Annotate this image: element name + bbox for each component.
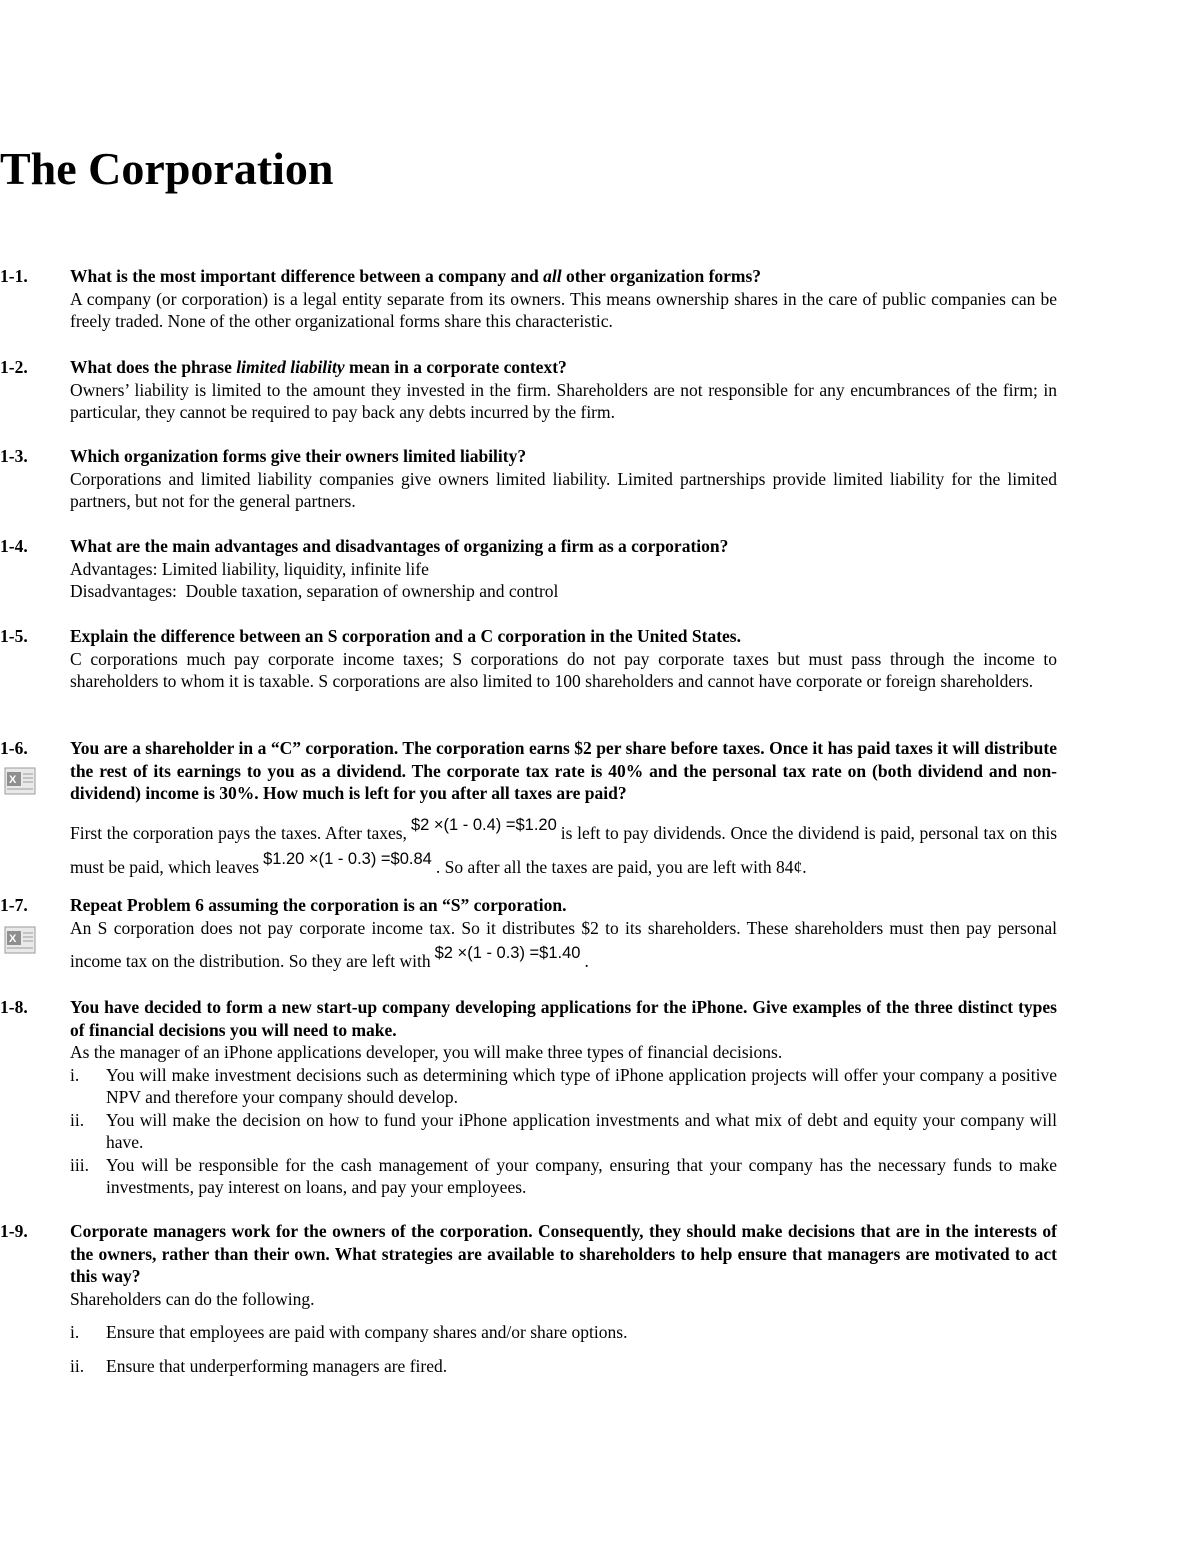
list-item: i. You will make investment decisions such as determining which type of iPhone application projects will offer your company a positive NPV and therefore your company should develop. xyxy=(70,1064,1057,1107)
problem-number: 1-4. xyxy=(0,536,28,556)
excel-spreadsheet-icon[interactable] xyxy=(4,767,36,795)
question-text: Corporate managers work for the owners of the corporation. Consequently, they should make decisions that are in the interests of the owners, rather than their own. What strategies are available to shareholders to help ensure that managers are motivated to act this way? xyxy=(70,1221,1057,1286)
problem-body xyxy=(70,356,1057,424)
list-item: iii. You will be responsible for the cash management of your company, ensuring that your company has the necessary funds to make investments, pay interest on loans, and pay your employees. xyxy=(70,1154,1057,1197)
question-text: You are a shareholder in a “C” corporation. The corporation earns $2 per share before taxes. Once it has paid taxes it will distribute the rest of its earnings to you as a dividend. The corporate tax rate is 40% and the personal tax rate on (both dividend and non-dividend) income is 30%. How much is left for you after all taxes are paid? xyxy=(70,738,1057,803)
answer-text: Owners’ liability is limited to the amount they invested in the firm. Shareholders are not responsible for any encumbrances of the firm; in particular, they cannot be required to pay back any debts incurred by the firm. xyxy=(70,379,1057,422)
advantages-text: Advantages: Limited liability, liquidity, infinite life xyxy=(70,558,429,579)
problem-body xyxy=(70,535,1057,603)
problem-number: 1-8. xyxy=(0,997,28,1017)
problem-body xyxy=(70,894,1057,979)
svg-text:X: X xyxy=(9,933,17,945)
answer-intro: As the manager of an iPhone applications developer, you will make three types of financial decisions. xyxy=(70,1042,783,1062)
answer-text: Corporations and limited liability companies give owners limited liability. Limited partnerships provide limited liability for the limited partners, but not for the general partners. xyxy=(70,468,1057,511)
strategy-list xyxy=(70,1321,1057,1377)
problem-number: 1-3. xyxy=(0,446,28,466)
list-item: i. Ensure that employees are paid with company shares and/or share options. xyxy=(70,1322,628,1342)
excel-spreadsheet-icon[interactable] xyxy=(4,926,36,954)
answer-intro: Shareholders can do the following. xyxy=(70,1288,315,1309)
question-text: Repeat Problem 6 assuming the corporation is an “S” corporation. xyxy=(70,895,567,915)
problem-number: 1-7. xyxy=(0,895,28,915)
problem-body xyxy=(70,737,1057,885)
problem-body xyxy=(70,445,1057,513)
answer-text: First the corporation pays the taxes. After taxes, $2 ×(1 - 0.4) =$1.20 is left to pay dividends. Once the dividend is paid, personal tax on this must be paid, which leaves $1.20 ×(1 - 0.3) =$0.84 . So after all the taxes are paid, you are left with 84¢. xyxy=(70,817,1057,885)
question-text: You have decided to form a new start-up company developing applications for the iPhone. Give examples of the three distinct types of financial decisions you will need to make. xyxy=(70,997,1057,1040)
decision-list xyxy=(70,1064,1057,1199)
problem-number: 1-9. xyxy=(0,1221,28,1241)
problem-number: 1-2. xyxy=(0,357,28,377)
question-text: What does the phrase limited liability mean in a corporate context? xyxy=(70,357,567,377)
problem-body xyxy=(70,265,1057,333)
svg-text:X: X xyxy=(9,774,17,786)
list-item: ii. Ensure that underperforming managers are fired. xyxy=(70,1355,448,1376)
question-text: What is the most important difference between a company and all other organization forms? xyxy=(70,266,762,286)
disadvantages-text: Disadvantages: Double taxation, separation of ownership and control xyxy=(70,581,559,601)
question-text: What are the main advantages and disadvantages of organizing a firm as a corporation? xyxy=(70,536,729,556)
problem-number: 1-1. xyxy=(0,266,28,286)
question-text: Explain the difference between an S corporation and a C corporation in the United States. xyxy=(70,626,741,646)
answer-text: C corporations much pay corporate income taxes; S corporations do not pay corporate taxes but must pass through the income to shareholders to whom it is taxable. S corporations are also limited to 100 shareholders and cannot have corporate or foreign shareholders. xyxy=(70,648,1057,691)
problem-body xyxy=(70,996,1057,1199)
question-text: Which organization forms give their owners limited liability? xyxy=(70,446,527,466)
problem-number: 1-6. xyxy=(0,738,28,758)
problem-number: 1-5. xyxy=(0,626,28,646)
equation-1: $2 ×(1 - 0.4) =$1.20 xyxy=(410,815,557,834)
answer-text: An S corporation does not pay corporate income tax. So it distributes $2 to its shareholders. These shareholders must then pay personal income tax on the distribution. So they are left with $2 ×(1 - 0.3) =$1.40 . xyxy=(70,917,1057,971)
problem-body xyxy=(70,1220,1057,1377)
problem-body xyxy=(70,625,1057,693)
equation-1: $2 ×(1 - 0.3) =$1.40 xyxy=(434,943,581,962)
list-item: ii. You will make the decision on how to fund your iPhone application investments and what mix of debt and equity your company will have. xyxy=(70,1109,1057,1152)
answer-text: A company (or corporation) is a legal entity separate from its owners. This means ownership shares in the care of public companies can be freely traded. None of the other organizational forms share this characteristic. xyxy=(70,288,1057,331)
equation-2: $1.20 ×(1 - 0.3) =$0.84 xyxy=(263,849,432,868)
chapter-title: The Corporation xyxy=(0,143,334,194)
